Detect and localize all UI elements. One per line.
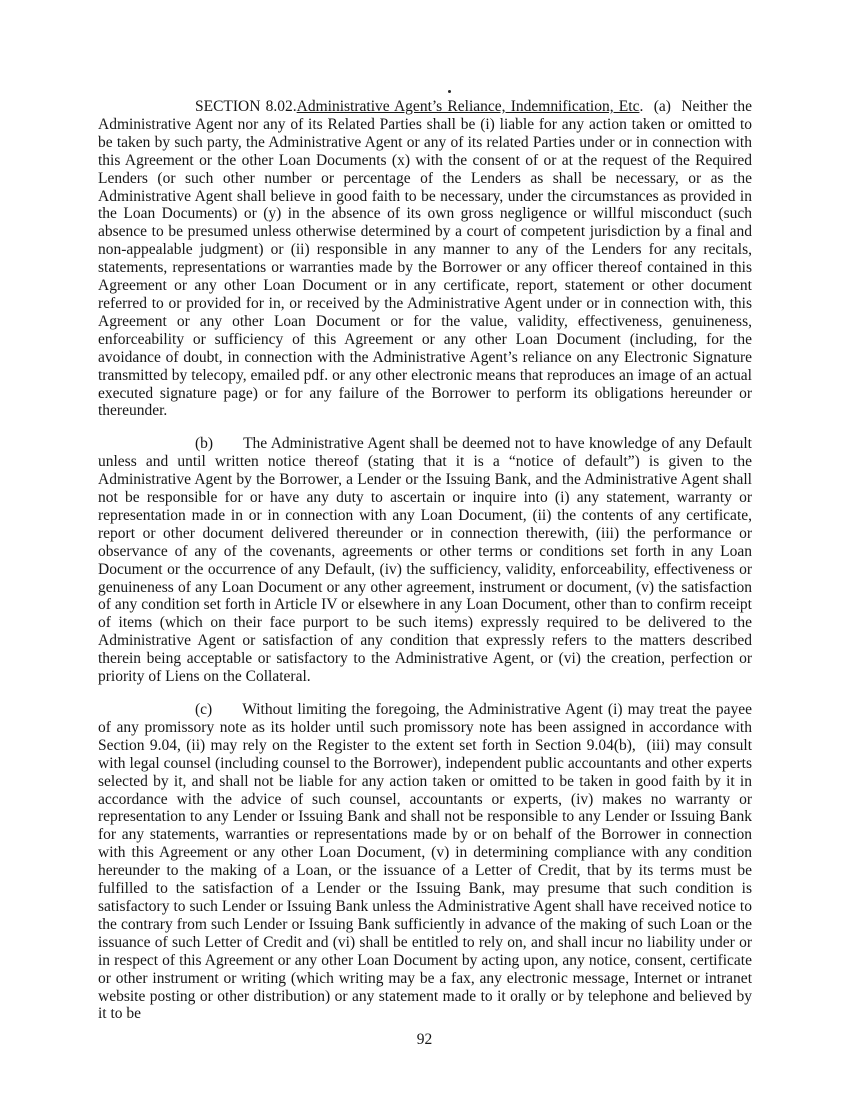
tab-spacer [213,447,243,448]
page-number: 92 [416,1031,433,1048]
section-number-label: SECTION 8.02. [195,98,297,115]
paragraph-c [98,701,752,1023]
section-heading-underlined: Administrative Agent’s Reliance, Indemnification, Etc [296,98,640,115]
scan-artifact-dot [448,90,451,93]
paragraph-b-text: The Administrative Agent shall be deemed not to have knowledge of any Default unless and until written notice thereof (stating that it is a “notice of default”) is given to the Administrative Agent by the Borrower, a Lender or the Issuing Bank, and the Administrative Agent shall not be responsible for or have any duty to ascertain or inquire into (i) any statement, warranty or representation made in or in connection with any Loan Document, (ii) the contents of any certificate, report or other document delivered thereunder or in connection therewith, (iii) the performance or observance of any of the covenants, agreements or other terms or conditions set forth in any Loan Document or the occurrence of any Default, (iv) the sufficiency, validity, enforceability, effectiveness or genuineness of any Loan Document or any other agreement, instrument or document, (v) the satisfaction of any condition set forth in Article IV or elsewhere in any Loan Document, other than to confirm receipt of items (which on their face purport to be such items) expressly required to be delivered to the Administrative Agent or satisfaction of any condition that expressly refers to the matters described therein being acceptable or satisfactory to the Administrative Agent, or (vi) the creation, perfection or priority of Liens on the Collateral. [98,435,752,686]
document-body [98,98,752,1023]
paragraph-b [98,435,752,686]
paragraph-section-8-02 [98,98,752,420]
paragraph-a-text: . (a) Neither the Administrative Agent nor any of its Related Parties shall be (i) liable for any action taken or omitted to be taken by such party, the Administrative Agent or any of its related Parties under or in connection with this Agreement or the other Loan Documents (x) with the consent of or at the request of the Required Lenders (or such other number or percentage of the Lenders as shall be necessary, or as the Administrative Agent shall believe in good faith to be necessary, under the circumstances as provided in the Loan Documents) or (y) in the absence of its own gross negligence or willful misconduct (such absence to be presumed unless otherwise determined by a court of competent jurisdiction by a final and non-appealable judgment) or (ii) responsible in any manner to any of the Lenders for any recitals, statements, representations or warranties made by the Borrower or any officer thereof contained in this Agreement or any other Loan Document or in any certificate, report, statement or other document referred to or provided for in, or received by the Administrative Agent under or in connection with, this Agreement or any other Loan Document or for the value, validity, effectiveness, genuineness, enforceability or sufficiency of this Agreement or any other Loan Document (including, for the avoidance of doubt, in connection with the Administrative Agent’s reliance on any Electronic Signature transmitted by telecopy, emailed pdf. or any other electronic means that reproduces an image of an actual executed signature page) or for any failure of the Borrower to perform its obligations hereunder or thereunder. [98,98,752,420]
paragraph-c-label: (c) [195,701,213,718]
paragraph-c-text: Without limiting the foregoing, the Administrative Agent (i) may treat the payee of any promissory note as its holder until such promissory note has been assigned in accordance with Section 9.04, (ii) may rely on the Register to the extent set forth in Section 9.04(b), (iii) may consult with legal counsel (including counsel to the Borrower), independent public accountants and other experts selected by it, and shall not be liable for any action taken or omitted to be taken in good faith by it in accordance with the advice of such counsel, accountants or experts, (iv) makes no warranty or representation to any Lender or Issuing Bank and shall not be responsible to any Lender or Issuing Bank for any statements, warranties or representations made by or on behalf of the Borrower in connection with this Agreement or any other Loan Document, (v) in determining compliance with any condition hereunder to the making of a Loan, or the issuance of a Letter of Credit, that by its terms must be fulfilled to the satisfaction of a Lender or the Issuing Bank, may presume that such condition is satisfactory to such Lender or Issuing Bank unless the Administrative Agent shall have received notice to the contrary from such Lender or Issuing Bank sufficiently in advance of the making of such Loan or the issuance of such Letter of Credit and (vi) shall be entitled to rely on, and shall incur no liability under or in respect of this Agreement or any other Loan Document by acting upon, any notice, consent, certificate or other instrument or writing (which writing may be a fax, any electronic message, Internet or intranet website posting or other distribution) or any statement made to it orally or by telephone and believed by it to be [98,701,752,1023]
tab-spacer [212,713,242,714]
paragraph-b-label: (b) [195,435,214,453]
